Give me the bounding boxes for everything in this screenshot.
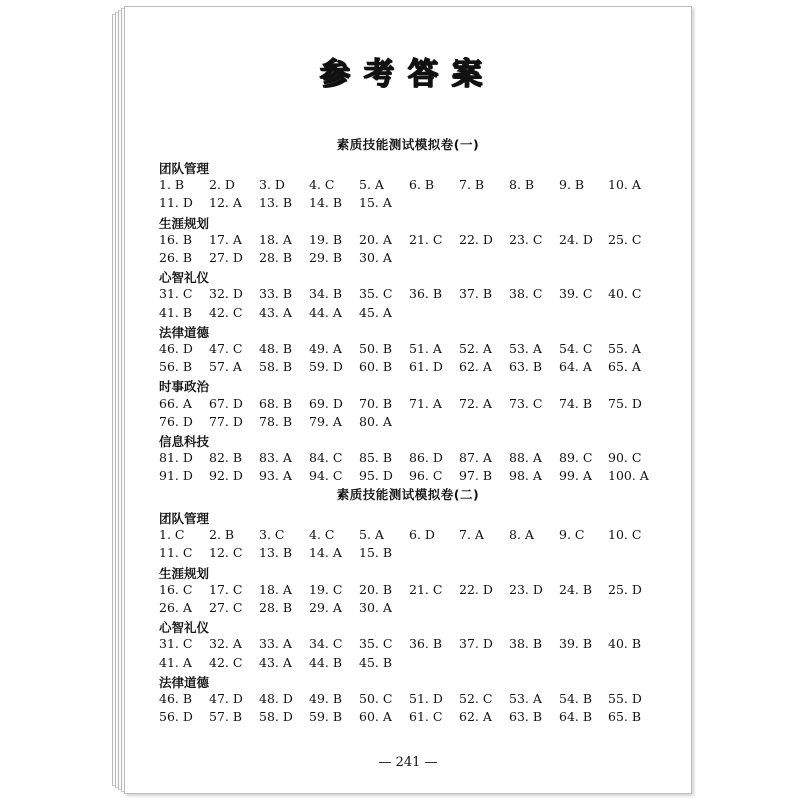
answer-item: 94. C: [309, 468, 343, 484]
answer-item: 64. A: [559, 359, 592, 375]
answer-item: 39. B: [559, 636, 593, 652]
answer-row: [159, 177, 679, 193]
section-heading: 团队管理: [159, 511, 210, 526]
answer-item: 45. B: [359, 654, 393, 670]
answer-item: 71. A: [409, 395, 442, 411]
answer-item: 86. D: [409, 450, 443, 466]
answer-item: 33. B: [259, 286, 293, 302]
answer-item: 56. D: [159, 709, 193, 725]
answer-item: 69. D: [309, 395, 343, 411]
answer-item: 96. C: [409, 468, 443, 484]
section-heading: 生涯规划: [159, 565, 210, 581]
answer-item: 29. A: [309, 600, 342, 615]
answer-key-page: [124, 6, 692, 794]
answer-item: 51. D: [409, 691, 443, 706]
answer-item: 90. C: [608, 450, 642, 466]
answer-item: 41. B: [159, 304, 193, 320]
section-heading: 心智礼仪: [159, 270, 210, 286]
answer-item: 51. A: [409, 341, 442, 356]
answer-item: 11. D: [159, 195, 193, 211]
answer-item: 55. D: [608, 691, 642, 706]
answer-item: 42. C: [209, 654, 243, 670]
answer-item: 37. B: [459, 286, 493, 302]
answer-item: 13. B: [259, 195, 293, 211]
answer-item: 27. D: [209, 250, 243, 265]
answer-item: 3. C: [259, 527, 285, 543]
answer-item: 35. C: [359, 286, 393, 302]
answer-item: 43. A: [259, 654, 292, 670]
answer-item: 79. A: [309, 413, 342, 429]
answer-item: 65. B: [608, 709, 642, 725]
answer-item: 53. A: [509, 691, 542, 706]
answer-item: 54. B: [559, 691, 593, 706]
paper-title: 素质技能测试模拟卷(一): [336, 137, 480, 152]
section-heading: 生涯规划: [159, 215, 210, 231]
answer-item: 38. B: [509, 636, 543, 652]
answer-row: [159, 636, 679, 652]
answer-item: 17. A: [209, 231, 242, 247]
answer-item: 6. D: [409, 527, 435, 543]
answer-row: [159, 232, 679, 248]
answer-item: 10. C: [608, 527, 642, 543]
answer-item: 15. B: [359, 545, 393, 561]
answer-item: 8. B: [509, 177, 535, 193]
answer-item: 5. A: [359, 527, 384, 543]
answer-item: 93. A: [259, 468, 292, 484]
answer-item: 30. A: [359, 600, 392, 615]
answer-item: 59. B: [309, 709, 343, 725]
answer-item: 62. A: [459, 359, 492, 375]
answer-item: 47. D: [209, 691, 243, 706]
answer-item: 8. A: [509, 527, 534, 543]
answer-item: 89. C: [559, 450, 593, 466]
answer-row: [159, 250, 679, 266]
answer-item: 21. C: [409, 231, 443, 247]
answer-item: 19. C: [309, 581, 343, 597]
answer-item: 42. C: [209, 304, 243, 320]
section-heading: 法律道德: [159, 674, 210, 690]
answer-item: 58. D: [259, 709, 293, 725]
answer-item: 12. A: [209, 195, 242, 211]
answer-item: 46. B: [159, 691, 193, 706]
answer-item: 45. A: [359, 304, 392, 320]
answer-item: 11. C: [159, 545, 193, 561]
answer-item: 25. D: [608, 581, 642, 597]
section-heading: 法律道德: [159, 324, 210, 340]
answer-item: 56. B: [159, 359, 193, 375]
answer-item: 80. A: [359, 413, 392, 429]
answer-row: [159, 414, 679, 430]
answer-item: 2. D: [209, 177, 235, 193]
answer-item: 30. A: [359, 250, 392, 265]
answer-item: 59. D: [309, 359, 343, 375]
answer-item: 38. C: [509, 286, 543, 302]
answer-item: 15. A: [359, 195, 392, 211]
answer-item: 2. B: [209, 527, 235, 543]
answer-item: 32. D: [209, 286, 243, 302]
answer-item: 55. A: [608, 341, 641, 356]
answer-item: 78. B: [259, 413, 293, 429]
answer-item: 76. D: [159, 413, 193, 429]
answer-item: 53. A: [509, 341, 542, 356]
answer-item: 18. A: [259, 581, 292, 597]
answer-item: 36. B: [409, 286, 443, 302]
answer-item: 75. D: [608, 395, 642, 411]
answer-item: 84. C: [309, 450, 343, 466]
answer-item: 83. A: [259, 450, 292, 466]
answer-item: 20. A: [359, 231, 392, 247]
answer-item: 82. B: [209, 450, 243, 466]
answer-item: 62. A: [459, 709, 492, 725]
answer-item: 98. A: [509, 468, 542, 484]
answer-item: 73. C: [509, 395, 543, 411]
answer-item: 49. A: [309, 341, 342, 356]
answer-item: 61. C: [409, 709, 443, 725]
answer-item: 48. D: [259, 691, 293, 706]
answer-item: 1. C: [159, 527, 185, 543]
answer-item: 44. A: [309, 304, 342, 320]
answer-item: 40. B: [608, 636, 642, 652]
answer-row: [159, 582, 679, 598]
answer-item: 70. B: [359, 395, 393, 411]
answer-item: 100. A: [608, 468, 649, 484]
answer-item: 16. B: [159, 231, 193, 247]
answer-item: 60. B: [359, 359, 393, 375]
answer-item: 67. D: [209, 395, 243, 411]
answer-row: [159, 396, 679, 412]
answer-item: 28. B: [259, 250, 293, 265]
answer-item: 31. C: [159, 636, 193, 652]
answer-item: 74. B: [559, 395, 593, 411]
answer-item: 36. B: [409, 636, 443, 652]
answer-item: 46. D: [159, 341, 193, 356]
answer-item: 64. B: [559, 709, 593, 725]
answer-item: 35. C: [359, 636, 393, 652]
answer-item: 31. C: [159, 286, 193, 302]
answer-item: 50. C: [359, 691, 393, 706]
answer-item: 4. C: [309, 177, 335, 193]
answer-row: [159, 341, 679, 357]
answer-item: 1. B: [159, 177, 185, 193]
answer-item: 18. A: [259, 231, 292, 247]
answer-item: 24. B: [559, 581, 593, 597]
answer-item: 49. B: [309, 691, 343, 706]
answer-item: 68. B: [259, 395, 293, 411]
answer-item: 95. D: [359, 468, 393, 484]
answer-row: [159, 359, 679, 375]
answer-item: 85. B: [359, 450, 393, 466]
section-heading: 团队管理: [159, 161, 210, 176]
answer-item: 28. B: [259, 600, 293, 615]
answer-item: 26. B: [159, 250, 193, 265]
answer-item: 27. C: [209, 600, 243, 615]
answer-item: 66. A: [159, 395, 192, 411]
answer-row: [159, 691, 679, 707]
answer-item: 52. C: [459, 691, 493, 706]
section-heading: 心智礼仪: [159, 620, 210, 636]
answer-item: 40. C: [608, 286, 642, 302]
answer-item: 99. A: [559, 468, 592, 484]
answer-item: 13. B: [259, 545, 293, 561]
answer-row: [159, 305, 679, 321]
answer-item: 10. A: [608, 177, 641, 193]
page-number: — 241 —: [378, 755, 438, 770]
answer-item: 48. B: [259, 341, 293, 356]
answer-row: [159, 600, 679, 616]
answer-row: [159, 545, 679, 561]
answer-item: 52. A: [459, 341, 492, 356]
answer-item: 34. C: [309, 636, 343, 652]
answer-item: 61. D: [409, 359, 443, 375]
answer-item: 32. A: [209, 636, 242, 652]
answer-row: [159, 527, 679, 543]
answer-item: 72. A: [459, 395, 492, 411]
answer-item: 7. A: [459, 527, 484, 543]
answer-item: 63. B: [509, 709, 543, 725]
answer-item: 9. B: [559, 177, 585, 193]
answer-item: 22. D: [459, 581, 493, 597]
answer-item: 60. A: [359, 709, 392, 725]
answer-item: 44. B: [309, 654, 343, 670]
section-heading: 信息科技: [159, 434, 210, 449]
answer-item: 41. A: [159, 654, 192, 670]
answer-item: 4. C: [309, 527, 335, 543]
answer-row: [159, 709, 679, 725]
answer-item: 14. A: [309, 545, 342, 561]
answer-item: 57. A: [209, 359, 242, 375]
section-heading: 时事政治: [159, 379, 210, 395]
answer-item: 43. A: [259, 304, 292, 320]
answer-item: 87. A: [459, 450, 492, 466]
answer-item: 26. A: [159, 600, 192, 615]
answer-row: [159, 655, 679, 671]
answer-item: 33. A: [259, 636, 292, 652]
answer-item: 50. B: [359, 341, 393, 356]
answer-item: 20. B: [359, 581, 393, 597]
answer-item: 6. B: [409, 177, 435, 193]
answer-item: 23. D: [509, 581, 543, 597]
answer-item: 9. C: [559, 527, 585, 543]
answer-item: 19. B: [309, 231, 343, 247]
answer-item: 39. C: [559, 286, 593, 302]
answer-item: 81. D: [159, 450, 193, 466]
answer-item: 54. C: [559, 341, 593, 356]
answer-item: 16. C: [159, 581, 193, 597]
answer-item: 7. B: [459, 177, 485, 193]
answer-item: 25. C: [608, 231, 642, 247]
answer-item: 29. B: [309, 250, 343, 265]
answer-item: 77. D: [209, 413, 243, 429]
answer-item: 22. D: [459, 231, 493, 247]
answer-row: [159, 195, 679, 211]
answer-item: 17. C: [209, 581, 243, 597]
answer-item: 63. B: [509, 359, 543, 375]
answer-item: 37. D: [459, 636, 493, 652]
answer-item: 97. B: [459, 468, 493, 484]
answer-item: 58. B: [259, 359, 293, 375]
answer-item: 23. C: [509, 231, 543, 247]
answer-item: 5. A: [359, 177, 384, 193]
page-title: 参考答案: [320, 57, 496, 92]
answer-item: 92. D: [209, 468, 243, 484]
answer-row: [159, 468, 679, 484]
answer-item: 88. A: [509, 450, 542, 466]
answer-item: 47. C: [209, 341, 243, 356]
answer-row: [159, 450, 679, 466]
answer-item: 21. C: [409, 581, 443, 597]
paper-title: 素质技能测试模拟卷(二): [336, 487, 480, 502]
answer-item: 3. D: [259, 177, 285, 193]
answer-item: 14. B: [309, 195, 343, 211]
answer-item: 57. B: [209, 709, 243, 725]
answer-item: 12. C: [209, 545, 243, 561]
answer-row: [159, 286, 679, 302]
answer-item: 24. D: [559, 231, 593, 247]
answer-item: 65. A: [608, 359, 641, 375]
answer-item: 91. D: [159, 468, 193, 484]
answer-item: 34. B: [309, 286, 343, 302]
